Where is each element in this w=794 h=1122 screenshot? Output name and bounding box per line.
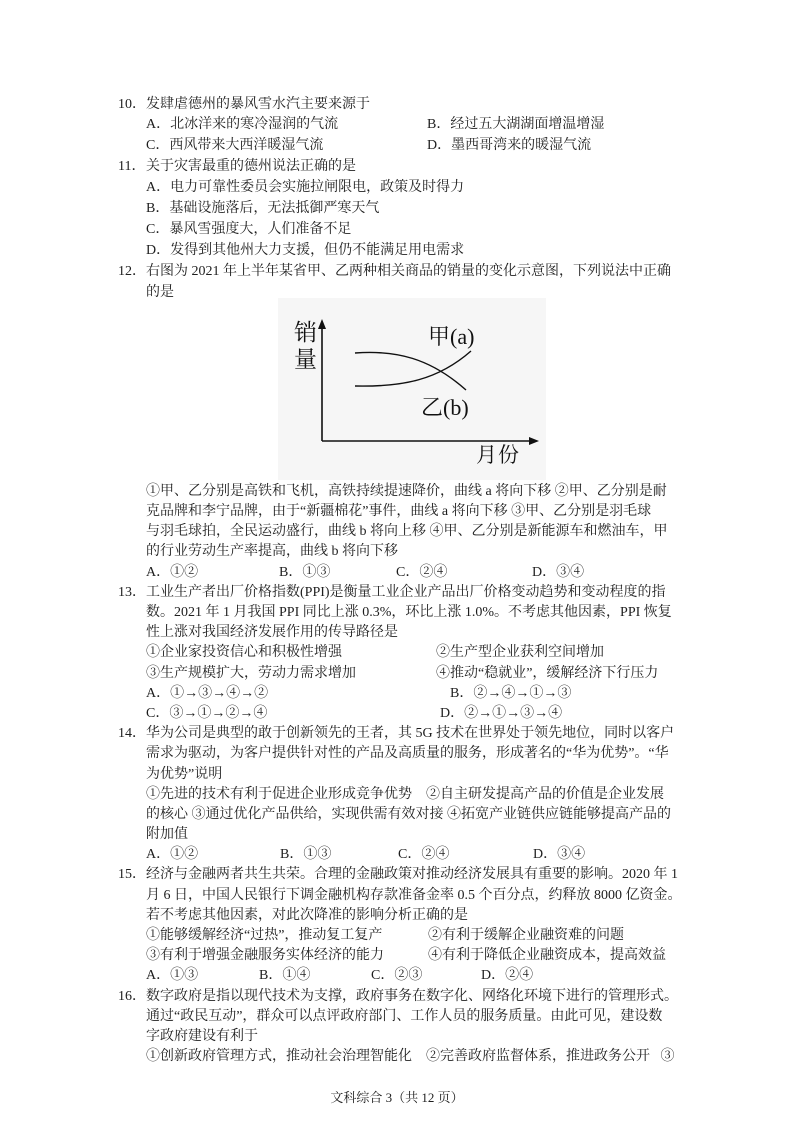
option-text: 经过五大湖湖面增温增湿	[450, 117, 605, 133]
question-15-items-row	[0, 926, 794, 946]
option-c	[398, 845, 449, 865]
option-label: D．	[146, 242, 171, 258]
question-13-stem-line	[0, 623, 794, 643]
question-15-options-row	[0, 966, 794, 986]
question-11-option-row	[0, 178, 794, 199]
option-text: ①③	[302, 564, 331, 580]
option-label: B．	[450, 685, 474, 701]
option-label: D．	[481, 968, 506, 984]
option-label: A．	[146, 968, 171, 984]
y-axis-arrow	[318, 319, 326, 329]
statement-text: 附加值	[146, 827, 188, 843]
statement-text: ①创新政府管理方式，推动社会治理智能化 ②完善政府监督体系，推进政务公开 ③	[146, 1049, 675, 1065]
item-4: ④有利于降低企业融资成本，提高效益	[428, 948, 666, 964]
page-footer: 文科综合 3（共 12 页）	[330, 1090, 464, 1105]
question-stem-text: 右图为 2021 年上半年某省甲、乙两种相关商品的销量的变化示意图，下列说法中正确	[146, 263, 671, 279]
question-number: 14．	[118, 726, 146, 742]
option-label: A．	[146, 685, 171, 701]
option-text: 暴风雪强度大，人们准备不足	[169, 221, 352, 237]
statement-text: 的行业劳动生产率提高，曲线 b 将向下移	[146, 544, 398, 560]
question-11-stem-line	[0, 157, 794, 178]
question-14-statement-line	[0, 785, 794, 805]
question-10-stem-line	[0, 95, 794, 116]
option-label: C．	[398, 847, 422, 863]
option-text: 发得到其他州大力支援，但仍不能满足用电需求	[170, 242, 465, 258]
option-c	[146, 704, 267, 724]
question-stem-text: 数。2021 年 1 月我国 PPI 同比上涨 0.3%，环比上涨 1.0%。不考虑其他因素，PPI 恢复	[146, 605, 672, 621]
question-14-options-row	[0, 845, 794, 865]
option-label: A．	[146, 180, 171, 196]
option-b	[427, 115, 604, 136]
option-d	[440, 704, 562, 724]
statement-text: ①甲、乙分别是高铁和飞机，高铁持续提速降价，曲线 a 将向下移 ②甲、乙分别是耐	[146, 483, 667, 499]
question-stem-text: 若不考虑其他因素，对此次降准的影响分析正确的是	[146, 907, 468, 923]
option-text: ②④	[421, 847, 450, 863]
question-number: 10．	[118, 96, 146, 112]
statement-text: 的核心 ③通过优化产品供给，实现供需有效对接 ④拓宽产业链供应链能够提高产品的	[146, 806, 671, 822]
x-axis-label: 月份	[476, 443, 520, 467]
option-a	[146, 966, 198, 986]
question-14-stem-line	[0, 724, 794, 744]
question-12-options-row	[0, 563, 794, 583]
question-13-options-row	[0, 684, 794, 704]
question-14-stem-line	[0, 744, 794, 764]
question-15-stem-line	[0, 886, 794, 906]
option-text: ②→①→③→④	[464, 705, 563, 721]
option-label: A．	[146, 117, 171, 133]
question-13-options-row	[0, 704, 794, 724]
question-stem-text: 发肆虐德州的暴风雪水汽主要来源于	[146, 96, 370, 112]
question-number: 12．	[118, 263, 146, 279]
option-text: ①④	[282, 968, 311, 984]
option-b	[280, 845, 331, 865]
option-label: D．	[532, 564, 557, 580]
option-text: ③④	[556, 564, 585, 580]
option-a	[146, 178, 464, 199]
option-text: 墨西哥湾来的暖湿气流	[451, 138, 592, 154]
sales-trend-figure	[278, 298, 546, 480]
question-12-statement-line	[0, 522, 794, 542]
question-16-stem-line	[0, 987, 794, 1007]
option-label: A．	[146, 847, 171, 863]
question-15-stem-line	[0, 865, 794, 885]
question-14-statement-line	[0, 825, 794, 845]
question-number: 16．	[118, 988, 146, 1004]
option-d	[427, 136, 591, 157]
option-label: A．	[146, 564, 171, 580]
item-2: ②有利于缓解企业融资难的问题	[428, 928, 624, 944]
question-stem-text: 经济与金融两者共生共荣。合理的金融政策对推动经济发展具有重要的影响。2020 年 1	[146, 867, 678, 883]
option-b	[146, 199, 379, 220]
question-stem-text: 性上涨对我国经济发展作用的传导路径是	[146, 625, 398, 641]
option-text: ②→④→①→③	[473, 685, 572, 701]
option-label: C．	[371, 968, 395, 984]
option-text: ③→①→②→④	[169, 705, 268, 721]
item-2: ②生产型企业获利空间增加	[436, 645, 604, 661]
item-4: ④推动“稳就业”，缓解经济下行压力	[436, 665, 659, 681]
question-13-stem-line	[0, 603, 794, 623]
curve-b	[355, 352, 466, 390]
question-number: 15．	[118, 867, 146, 883]
question-15-items-row	[0, 946, 794, 966]
statement-text: 克品牌和李宁品牌，由于“新疆棉花”事件，曲线 a 将向下移 ③甲、乙分别是羽毛球	[146, 504, 652, 520]
question-stem-text: 关于灾害最重的德州说法正确的是	[146, 159, 356, 175]
option-text: ①②	[170, 564, 199, 580]
option-text: 基础设施落后，无法抵御严寒天气	[169, 200, 380, 216]
option-label: B．	[279, 564, 303, 580]
option-label: C．	[146, 705, 170, 721]
question-12-statement-line	[0, 482, 794, 502]
curve-b-label: 乙(b)	[421, 395, 469, 420]
question-stem-text: 需求为驱动，为客户提供针对性的产品及高质量的服务，形成著名的“华为优势”。“华	[146, 746, 669, 762]
question-10-options-row	[0, 136, 794, 157]
option-text: 电力可靠性委员会实施拉闸限电，政策及时得力	[170, 180, 465, 196]
option-a	[146, 845, 198, 865]
y-axis-label: 销量	[291, 320, 316, 374]
question-16-stem-line	[0, 1007, 794, 1027]
x-axis-arrow	[529, 437, 539, 445]
question-stem-text: 工业生产者出厂价格指数(PPI)是衡量工业企业产品出厂价格变动趋势和变动程度的指	[146, 584, 666, 600]
question-14-statement-line	[0, 805, 794, 825]
question-13-items-row	[0, 643, 794, 663]
option-text: ①→③→④→②	[170, 685, 269, 701]
question-14-stem-line	[0, 765, 794, 785]
option-b	[279, 563, 330, 583]
question-10-options-row	[0, 115, 794, 136]
option-text: ②④	[505, 968, 534, 984]
option-d	[146, 241, 464, 262]
question-11-option-row	[0, 220, 794, 241]
option-text: ①③	[303, 847, 332, 863]
option-label: B．	[280, 847, 304, 863]
question-13-stem-line	[0, 583, 794, 603]
option-label: D．	[440, 705, 465, 721]
question-16-stem-line	[0, 1027, 794, 1047]
option-text: 西风带来大西洋暖湿气流	[169, 138, 324, 154]
question-stem-text: 月 6 日，中国人民银行下调金融机构存款准备金率 0.5 个百分点，约释放 8000 亿资金。	[146, 887, 682, 903]
statement-text: 与羽毛球拍，全民运动盛行，曲线 b 将向上移 ④甲、乙分别是新能源车和燃油车，甲	[146, 524, 668, 540]
statement-text: ①先进的技术有利于促进企业形成竞争优势 ②自主研发提高产品的价值是企业发展	[146, 786, 664, 802]
option-d	[533, 845, 585, 865]
page-bottom-section	[0, 482, 794, 1067]
question-13-items-row	[0, 664, 794, 684]
question-15-stem-line	[0, 906, 794, 926]
question-11-option-row	[0, 199, 794, 220]
question-12-statement-line	[0, 502, 794, 522]
option-a	[146, 684, 268, 704]
question-stem-text: 通过“政民互动”，群众可以点评政府部门、工作人员的服务质量。由此可见，建设数	[146, 1008, 663, 1024]
question-stem-text: 的是	[146, 284, 174, 300]
option-label: D．	[533, 847, 558, 863]
option-label: D．	[427, 138, 452, 154]
question-number: 11．	[118, 159, 146, 175]
curve-a-label: 甲(a)	[428, 324, 475, 349]
option-c	[396, 563, 447, 583]
option-text: ②③	[394, 968, 423, 984]
question-16-statement-line	[0, 1047, 794, 1067]
question-stem-text: 字政府建设有利于	[146, 1028, 258, 1044]
option-label: B．	[146, 200, 170, 216]
question-number: 13．	[118, 584, 146, 600]
option-text: ①③	[170, 968, 199, 984]
option-text: 北冰洋来的寒冷湿润的气流	[170, 117, 339, 133]
option-a	[146, 115, 338, 136]
page-top-section	[0, 95, 794, 304]
item-1: ①企业家投资信心和积极性增强	[146, 645, 342, 661]
option-label: C．	[146, 221, 170, 237]
option-c	[146, 220, 351, 241]
question-11-option-row	[0, 241, 794, 262]
question-stem-text: 华为公司是典型的敢于创新领先的王者，其 5G 技术在世界处于领先地位，同时以客户	[146, 726, 675, 742]
option-text: ②④	[419, 564, 448, 580]
option-b	[259, 966, 310, 986]
option-d	[481, 966, 533, 986]
question-12-statement-line	[0, 542, 794, 562]
option-label: C．	[396, 564, 420, 580]
option-d	[532, 563, 584, 583]
option-c	[371, 966, 422, 986]
option-label: C．	[146, 138, 170, 154]
option-c	[146, 136, 323, 157]
question-stem-text: 数字政府是指以现代技术为支撑，政府事务在数字化、网络化环境下进行的管理形式。	[146, 988, 678, 1004]
question-12-stem-line	[0, 262, 794, 283]
option-text: ①②	[170, 847, 199, 863]
option-label: B．	[427, 117, 451, 133]
item-3: ③生产规模扩大，劳动力需求增加	[146, 665, 356, 681]
option-label: B．	[259, 968, 283, 984]
question-stem-text: 为优势”说明	[146, 766, 223, 782]
item-1: ①能够缓解经济“过热”，推动复工复产	[146, 928, 383, 944]
option-b	[450, 684, 571, 704]
option-a	[146, 563, 198, 583]
option-text: ③④	[557, 847, 586, 863]
item-3: ③有利于增强金融服务实体经济的能力	[146, 948, 384, 964]
curve-a	[355, 351, 471, 386]
